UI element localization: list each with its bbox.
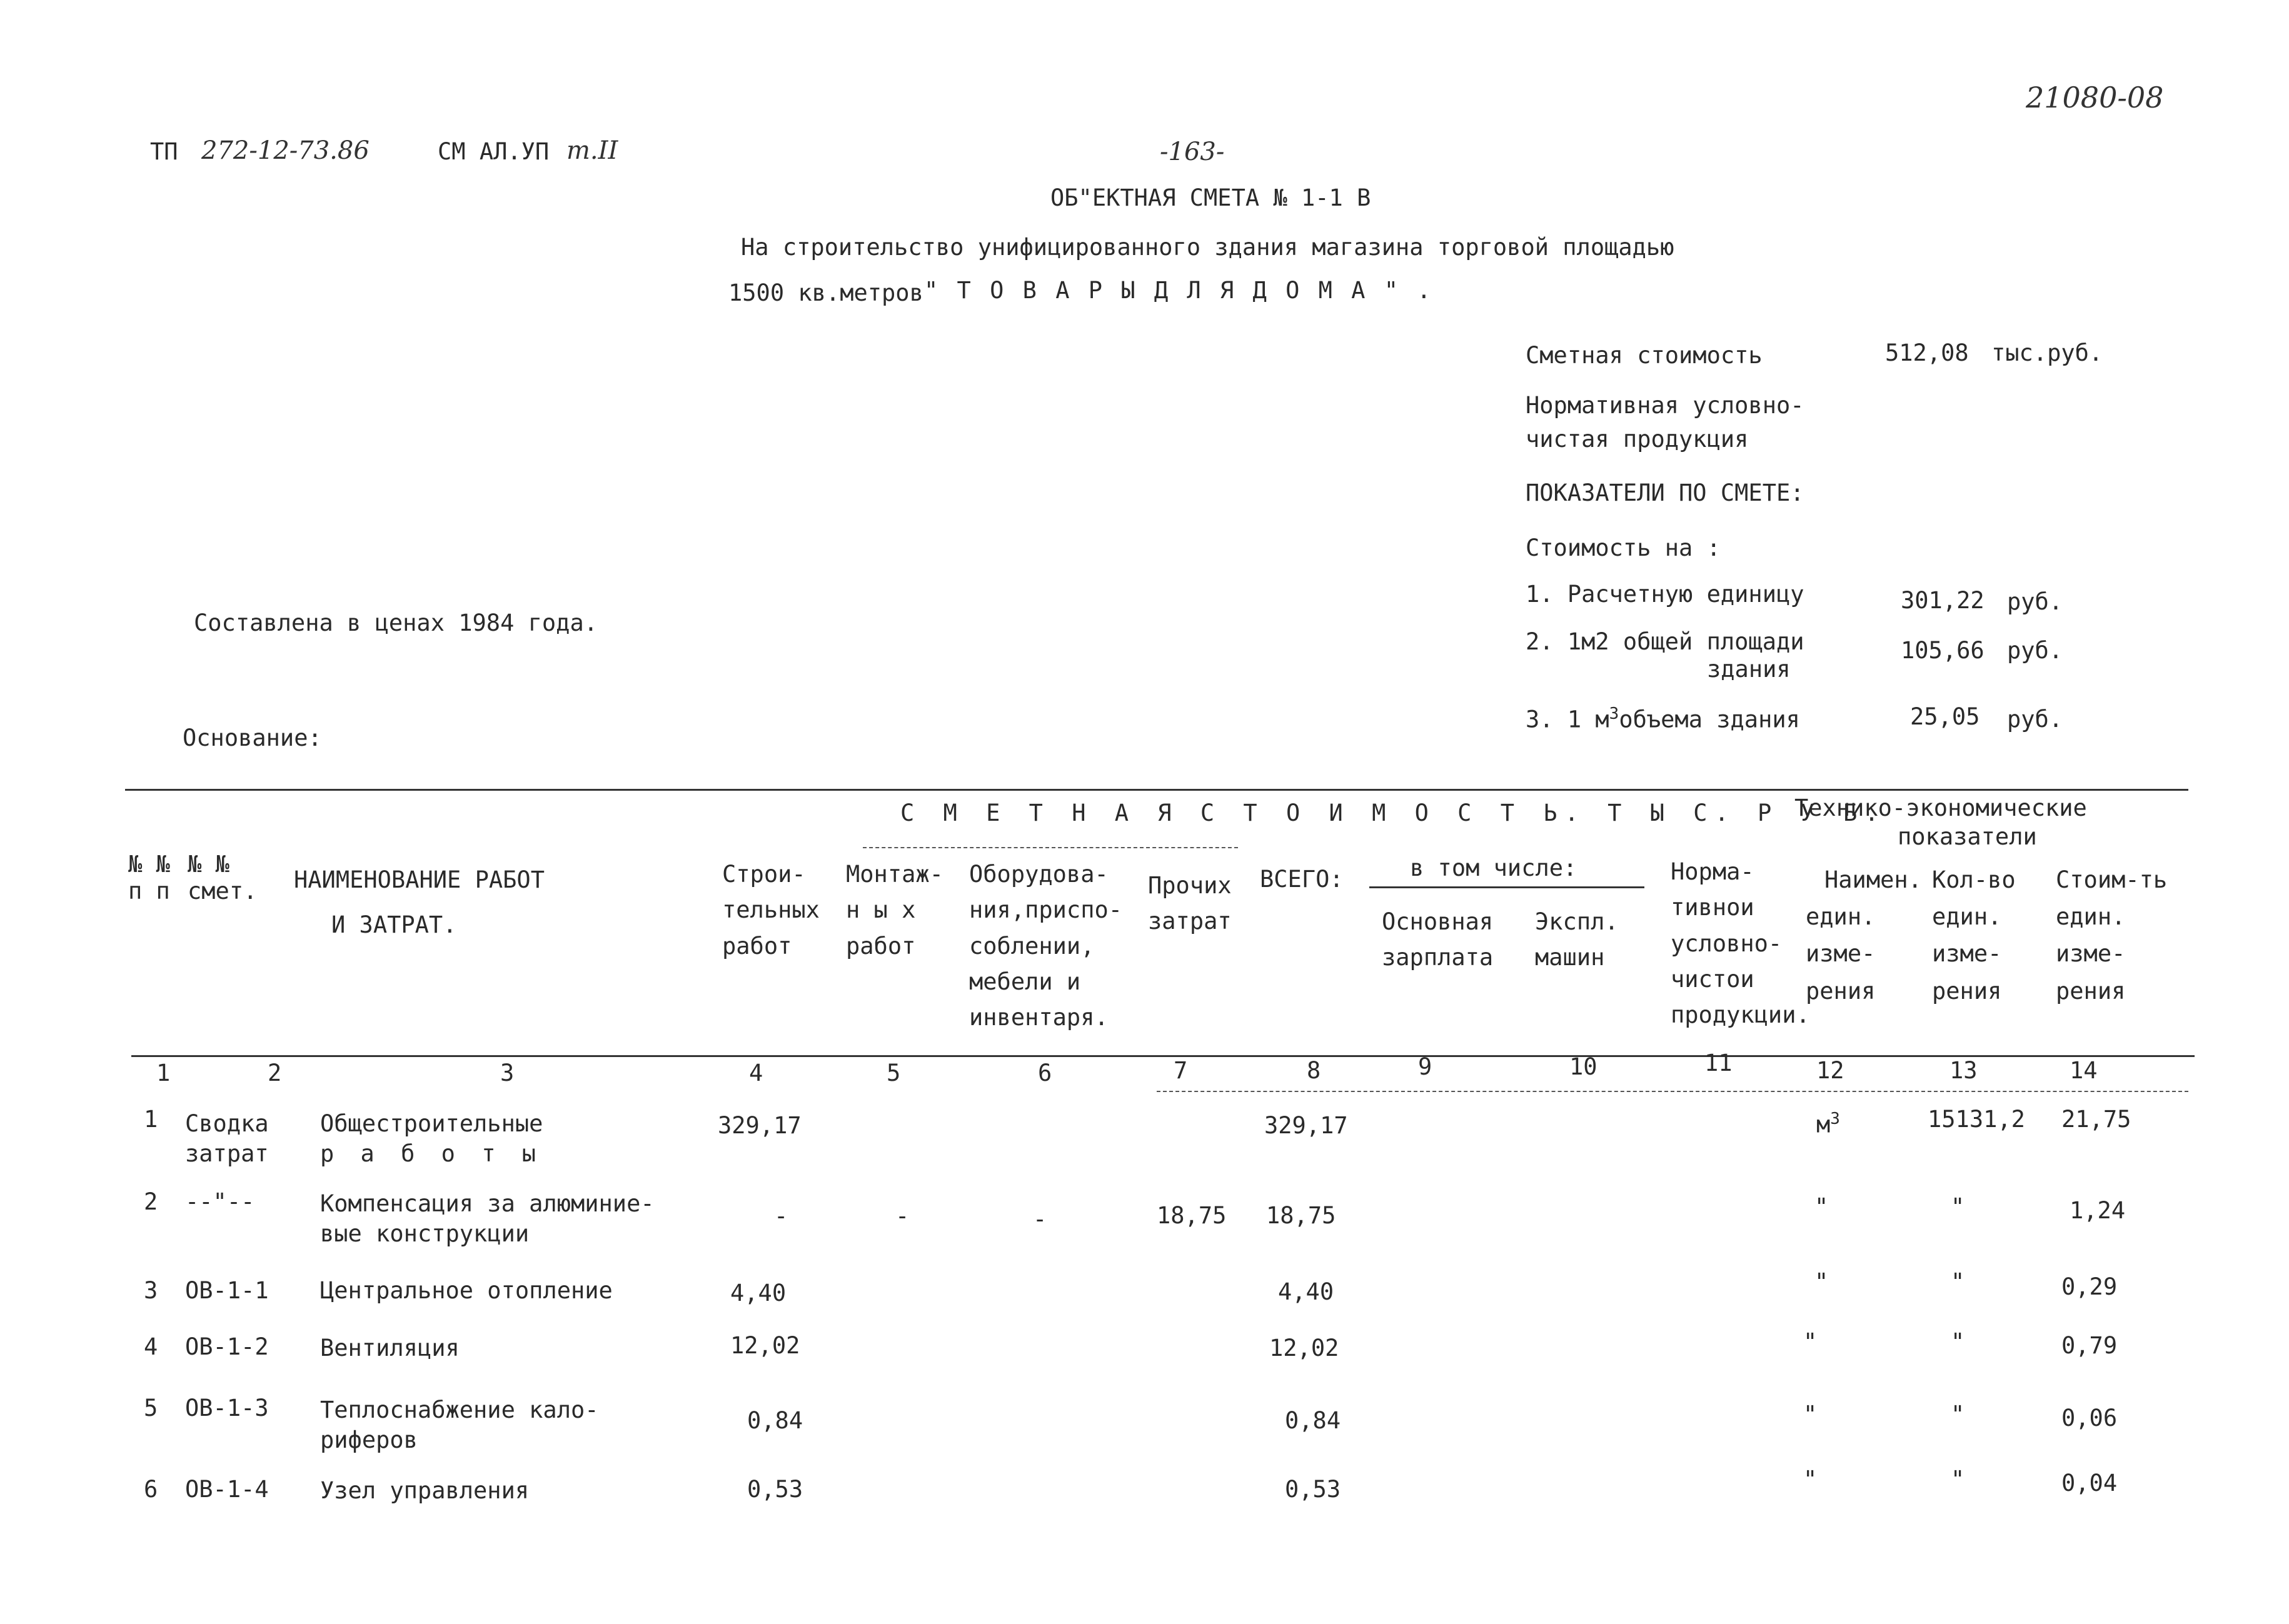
row-1-cost: 21,75	[2061, 1106, 2131, 1133]
indicator-1-value: 301,22	[1901, 587, 1985, 614]
row-2-total: 18,75	[1266, 1202, 1336, 1229]
group-header-tech-1: Технико-экономические	[1794, 794, 2087, 821]
header-col-1: № № п п	[128, 851, 170, 905]
album-code: СМ АЛ.УП	[438, 138, 550, 165]
title-line-1: На строительство унифицированного здания магазина торговой площадью	[741, 234, 1674, 261]
code-prefix: ТП	[150, 138, 178, 165]
cost-label: Сметная стоимость	[1526, 342, 1763, 369]
row-4-build: 12,02	[730, 1332, 800, 1359]
row-3-cost: 0,29	[2061, 1273, 2118, 1300]
col-number: 13	[1949, 1057, 1978, 1084]
row-5-smeta: ОВ-1-3	[185, 1395, 269, 1421]
row-6-cost: 0,04	[2061, 1470, 2118, 1496]
row-5-number: 5	[144, 1395, 158, 1421]
table-top-rule	[125, 789, 2188, 791]
col-number: 11	[1704, 1050, 1733, 1076]
cost-unit: тыс.руб.	[1991, 339, 2103, 366]
group-header-cost: С М Е Т Н А Я С Т О И М О С Т Ь. Т Ы С. Р У Б.	[900, 799, 1886, 826]
row-3-build: 4,40	[730, 1280, 787, 1306]
header-col-7: Прочих затрат	[1148, 872, 1232, 935]
row-3-qty: "	[1951, 1268, 1965, 1295]
row-2-smeta: --"--	[185, 1188, 255, 1215]
row-4-number: 4	[144, 1333, 158, 1360]
row-4-qty: "	[1951, 1328, 1965, 1355]
header-col-8: ВСЕГО:	[1260, 866, 1344, 893]
row-3-smeta: ОВ-1-1	[185, 1277, 269, 1304]
cost-per-label: Стоимость на :	[1526, 534, 1721, 561]
col-number: 4	[749, 1060, 763, 1086]
row-6-unit: "	[1803, 1466, 1818, 1493]
indicator-3-unit: руб.	[2007, 706, 2063, 733]
row-2-other: 18,75	[1157, 1202, 1227, 1229]
row-4-total: 12,02	[1269, 1335, 1339, 1361]
normative-line-2: чистая продукция	[1526, 426, 1749, 453]
row-6-qty: "	[1951, 1466, 1965, 1493]
header-col-14: Стоим-ть един. изме- рения	[2056, 866, 2168, 1005]
col-number: 7	[1174, 1057, 1188, 1084]
code-number: 272-12-73.86	[201, 136, 370, 165]
col-number: 14	[2070, 1057, 2098, 1084]
row-6-name: Узел управления	[320, 1477, 530, 1504]
header-col-13: Кол-во един. изме- рения	[1932, 866, 2016, 1005]
header-col-3: НАИМЕНОВАНИЕ РАБОТ И ЗАТРАТ.	[294, 866, 545, 939]
title-line-2-name: " Т О В А Р Ы Д Л Я Д О М А " .	[924, 277, 1434, 304]
volume-number: т.II	[566, 136, 618, 165]
row-2-build: -	[774, 1203, 788, 1230]
row-2-number: 2	[144, 1188, 158, 1215]
basis-label: Основание:	[183, 724, 322, 751]
row-2-equip: -	[1033, 1206, 1047, 1233]
row-5-name: Теплоснабжение кало- риферов	[320, 1396, 599, 1454]
row-6-smeta: ОВ-1-4	[185, 1476, 269, 1503]
row-2-qty: "	[1951, 1193, 1965, 1220]
cost-value: 512,08	[1885, 339, 1969, 366]
col-number: 12	[1816, 1057, 1844, 1084]
row-3-unit: "	[1814, 1268, 1829, 1295]
header-bottom-rule	[131, 1055, 2195, 1057]
row-3-number: 3	[144, 1277, 158, 1304]
title-line-2-prefix: 1500 кв.метров	[728, 279, 923, 306]
page-number: -163-	[1160, 138, 1225, 166]
row-1-number: 1	[144, 1106, 158, 1133]
indicator-3-label: 3. 1 $м^3объема$ здания	[1526, 704, 1800, 733]
header-col-12: Наимен. един. изме- рения	[1806, 866, 1922, 1005]
incl-rule	[1369, 886, 1644, 888]
incl-label: в том числе:	[1410, 855, 1577, 881]
indicator-2-label: 2. 1м2 общей площади	[1526, 628, 1804, 655]
row-2-name: Компенсация за алюминие- вые конструкции	[320, 1190, 655, 1248]
col-number: 1	[156, 1060, 171, 1086]
page-title: ОБ"ЕКТНАЯ СМЕТА № 1-1 В	[1050, 184, 1371, 211]
row-4-cost: 0,79	[2061, 1332, 2118, 1359]
row-1-total: 329,17	[1264, 1112, 1348, 1139]
row-6-build: 0,53	[747, 1476, 803, 1503]
indicator-1-label: 1. Расчетную единицу	[1526, 581, 1804, 608]
header-col-9: Основная зарплата	[1382, 908, 1494, 971]
document-stamp: 21080-08	[2026, 81, 2164, 114]
col-number: 10	[1569, 1053, 1597, 1080]
prices-note: Составлена в ценах 1984 года.	[194, 609, 598, 636]
row-5-build: 0,84	[747, 1407, 803, 1434]
row-1-smeta: Сводка затрат	[185, 1110, 269, 1168]
indicator-2-value: 105,66	[1901, 637, 1985, 664]
indicator-2-label-2: здания	[1707, 656, 1791, 683]
col-number: 2	[268, 1060, 282, 1086]
row-1-build: 329,17	[718, 1112, 802, 1139]
row-4-smeta: ОВ-1-2	[185, 1333, 269, 1360]
row-2-mount: -	[895, 1203, 910, 1230]
col-number: 8	[1307, 1057, 1321, 1084]
indicator-3-value: 25,05	[1910, 703, 1980, 730]
indicators-label: ПОКАЗАТЕЛИ ПО СМЕТЕ:	[1526, 479, 1804, 506]
header-col-4: Строи- тельных работ	[722, 861, 820, 960]
header-col-11: Норма- тивнои условно- чистои продукции.	[1671, 858, 1810, 1029]
row-3-name: Центральное отопление	[320, 1277, 613, 1304]
row-5-qty: "	[1951, 1401, 1965, 1428]
row-3-total: 4,40	[1278, 1278, 1334, 1305]
row-4-unit: "	[1803, 1328, 1818, 1355]
row-1-name: Общестроительные р а б о т ы	[320, 1110, 543, 1168]
col-number: 5	[887, 1060, 901, 1086]
row-5-total: 0,84	[1285, 1407, 1341, 1434]
normative-line-1: Нормативная условно-	[1526, 392, 1804, 419]
col-number: 9	[1418, 1053, 1432, 1080]
row-1-unit: $м^3$	[1816, 1110, 1840, 1138]
col-number-rule	[1157, 1091, 2188, 1092]
indicator-1-unit: руб.	[2007, 588, 2063, 615]
col-number: 6	[1038, 1060, 1052, 1086]
col-number: 3	[500, 1060, 515, 1086]
row-6-number: 6	[144, 1476, 158, 1503]
header-col-2: № № смет.	[188, 851, 258, 905]
row-4-name: Вентиляция	[320, 1335, 460, 1361]
cost-group-rule	[863, 847, 1238, 848]
header-col-6: Оборудова- ния,приспо- соблении, мебели и инвентаря.	[969, 861, 1123, 1031]
row-2-unit: "	[1814, 1193, 1829, 1220]
header-col-5: Монтаж- н ы х работ	[846, 861, 943, 960]
row-1-qty: 15131,2	[1928, 1106, 2025, 1133]
row-5-cost: 0,06	[2061, 1405, 2118, 1431]
indicator-2-unit: руб.	[2007, 637, 2063, 664]
group-header-tech-2: показатели	[1898, 823, 2037, 850]
row-2-cost: 1,24	[2070, 1197, 2126, 1224]
header-col-10: Экспл. машин	[1535, 908, 1619, 971]
row-5-unit: "	[1803, 1401, 1818, 1428]
row-6-total: 0,53	[1285, 1476, 1341, 1503]
